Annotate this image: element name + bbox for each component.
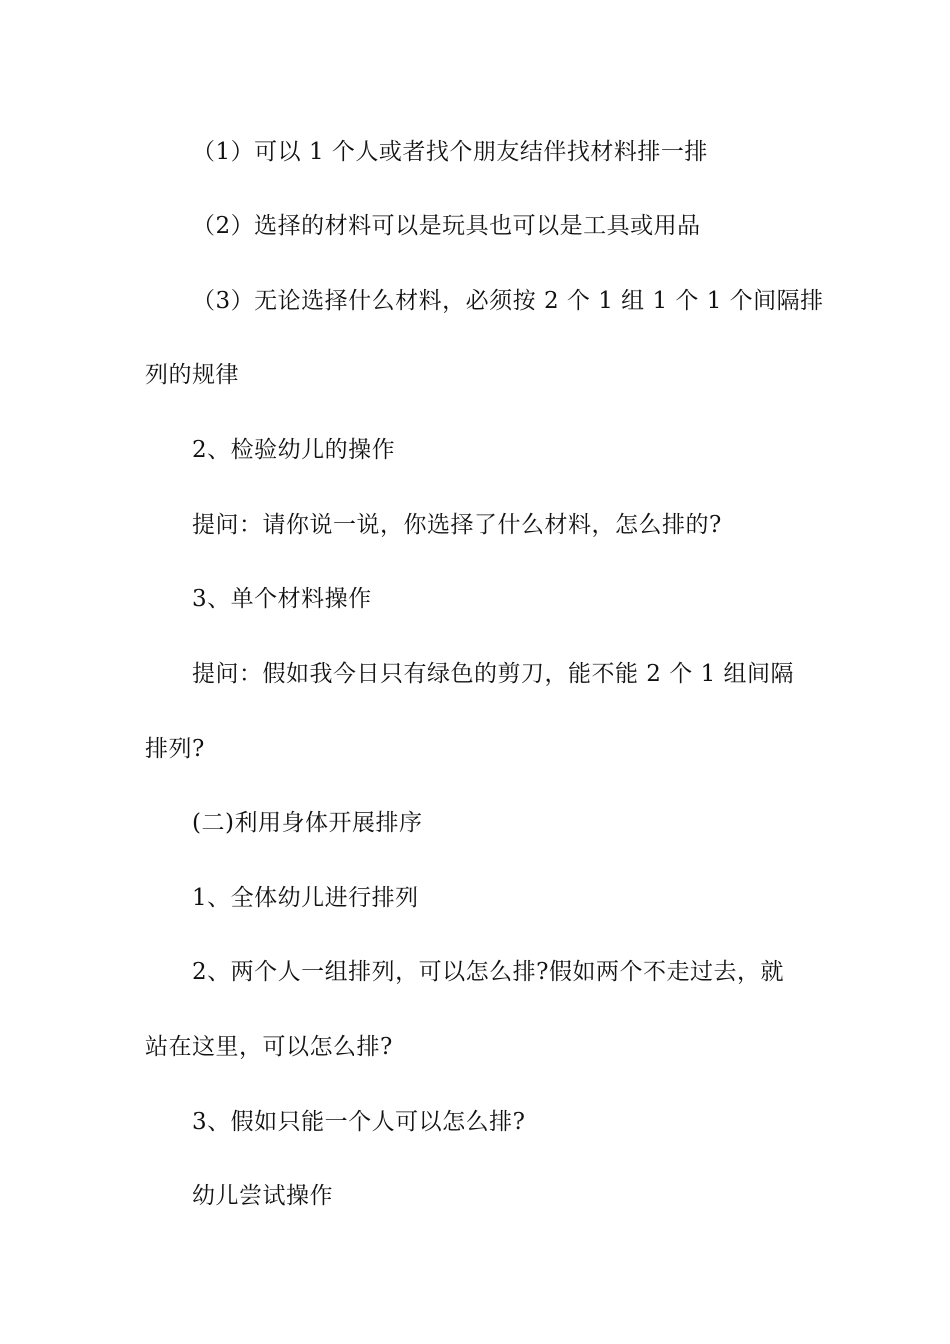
paragraph-line: 3、假如只能一个人可以怎么排? xyxy=(192,1109,526,1135)
paragraph-line: （1）可以 1 个人或者找个朋友结伴找材料排一排 xyxy=(192,139,708,165)
paragraph-line: （3）无论选择什么材料，必须按 2 个 1 组 1 个 1 个间隔排 xyxy=(192,288,824,314)
paragraph-line: 站在这里，可以怎么排? xyxy=(145,1034,393,1060)
paragraph-line: 排列? xyxy=(145,736,205,762)
paragraph-line: 幼儿尝试操作 xyxy=(192,1183,333,1209)
section-heading: 2、检验幼儿的操作 xyxy=(192,437,396,463)
paragraph-line: 列的规律 xyxy=(145,362,239,388)
paragraph-line: 提问：请你说一说，你选择了什么材料，怎么排的? xyxy=(192,512,722,538)
paragraph-line: 1、全体幼儿进行排列 xyxy=(192,885,419,911)
paragraph-line: （2）选择的材料可以是玩具也可以是工具或用品 xyxy=(192,213,701,239)
section-heading: 3、单个材料操作 xyxy=(192,586,372,612)
paragraph-line: 2、两个人一组排列，可以怎么排?假如两个不走过去，就 xyxy=(192,959,784,985)
section-heading: (二)利用身体开展排序 xyxy=(192,810,423,836)
paragraph-line: 提问：假如我今日只有绿色的剪刀，能不能 2 个 1 组间隔 xyxy=(192,661,795,687)
